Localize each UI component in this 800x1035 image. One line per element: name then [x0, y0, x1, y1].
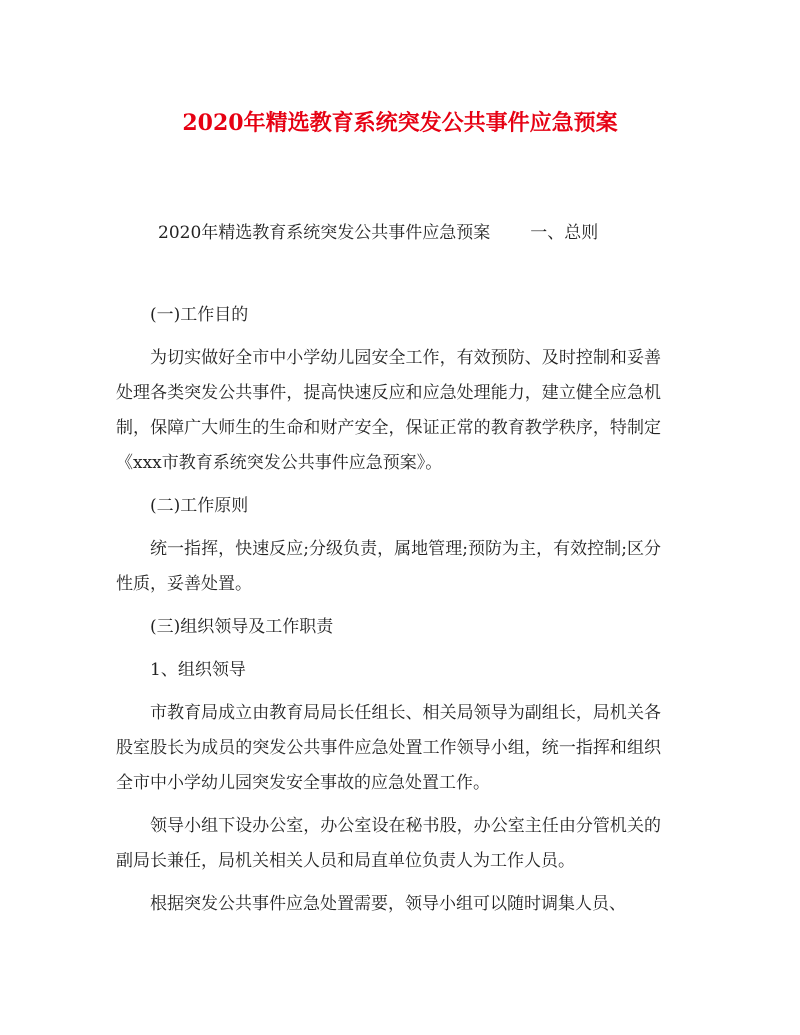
document-subtitle [158, 218, 598, 248]
paragraph-purpose: 为切实做好全市中小学幼儿园安全工作，有效预防、及时控制和妥善处理各类突发公共事件，提高快速反应和应急处理能力，建立健全应急机制，保障广大师生的生命和财产安全，保证正常的教育教学秩序，特制定《xxx市教育系统突发公共事件应急预案》。 [116, 348, 661, 473]
heading-leadership: 1、组织领导 [150, 660, 246, 680]
heading-work-purpose: (一)工作目的 [150, 305, 249, 325]
paragraph-staff-deployment: 根据突发公共事件应急处置需要，领导小组可以随时调集人员、 [150, 894, 626, 914]
paragraph-principles: 统一指挥，快速反应;分级负责，属地管理;预防为主，有效控制;区分性质，妥善处置。 [116, 539, 661, 594]
paragraph-office: 领导小组下设办公室，办公室设在秘书股，办公室主任由分管机关的副局长兼任，局机关相关人员和局直单位负责人为工作人员。 [116, 816, 661, 871]
subtitle-text: 2020年精选教育系统突发公共事件应急预案 [158, 223, 491, 243]
section-heading-general: 一、总则 [530, 223, 599, 243]
heading-organization: (三)组织领导及工作职责 [150, 617, 334, 637]
document-body [116, 298, 661, 930]
paragraph-leadership-group: 市教育局成立由教育局局长任组长、相关局领导为副组长，局机关各股室股长为成员的突发公共事件应急处置工作领导小组，统一指挥和组织全市中小学幼儿园突发安全事故的应急处置工作。 [116, 703, 661, 793]
heading-work-principles: (二)工作原则 [150, 496, 249, 516]
document-title: 2020年精选教育系统突发公共事件应急预案 [182, 110, 618, 136]
